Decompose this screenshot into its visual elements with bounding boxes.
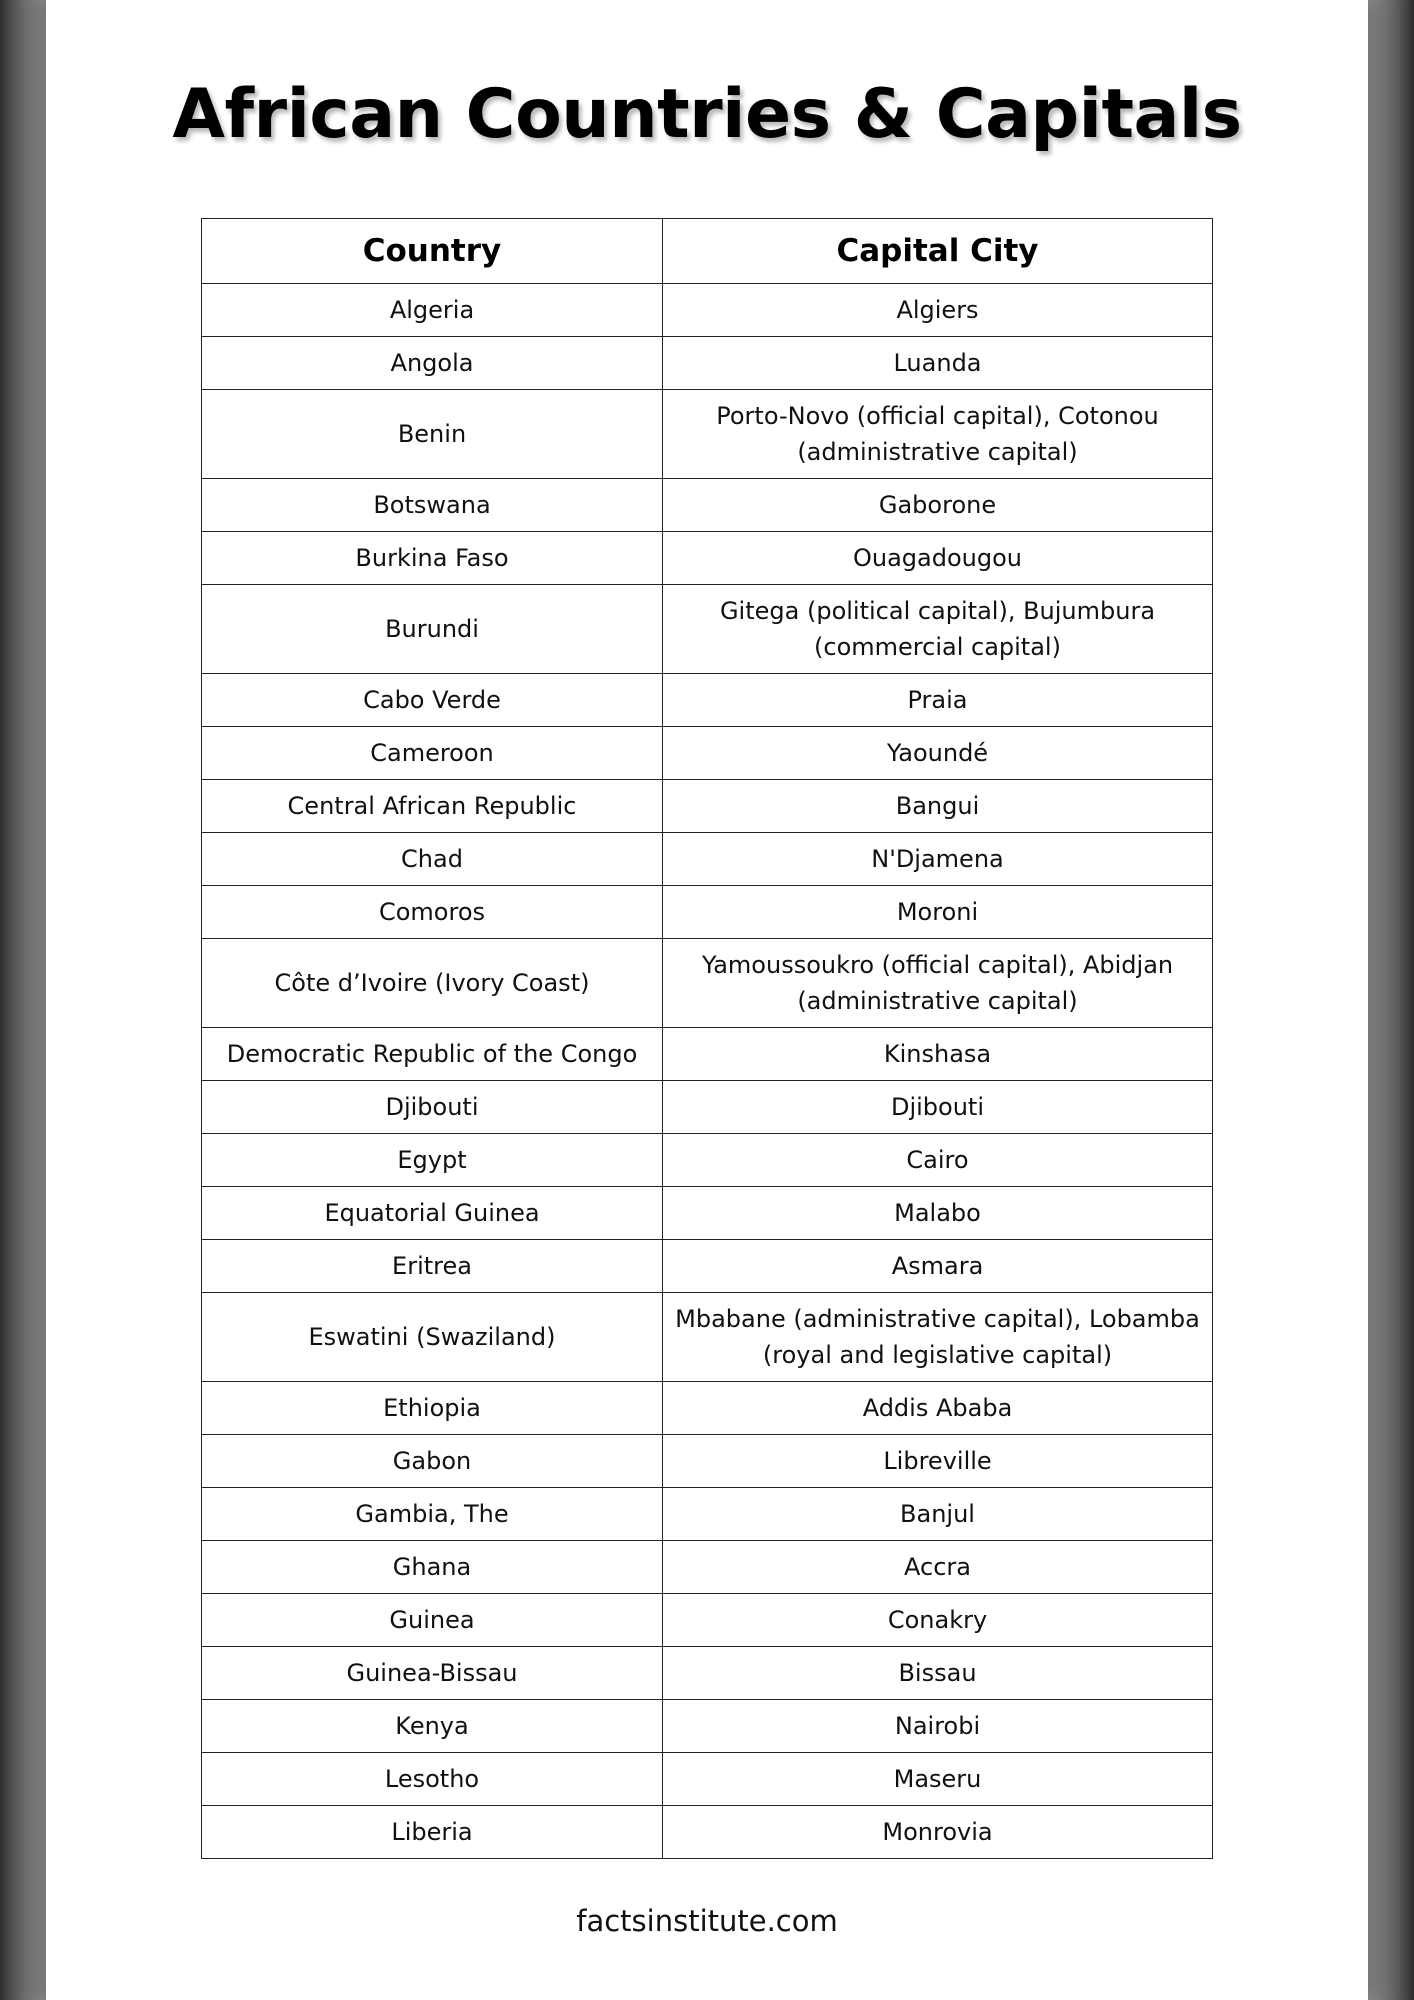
- capital-cell: Ouagadougou: [663, 532, 1213, 585]
- table-row: [202, 833, 1213, 886]
- table-row: [202, 780, 1213, 833]
- footer-website: factsinstitute.com: [576, 1904, 838, 1938]
- table-row: [202, 479, 1213, 532]
- capital-cell: Monrovia: [663, 1806, 1213, 1859]
- country-cell: Gambia, The: [202, 1488, 663, 1541]
- table-row: [202, 886, 1213, 939]
- country-cell: Ethiopia: [202, 1382, 663, 1435]
- capital-cell: [663, 390, 1213, 479]
- country-cell: Cameroon: [202, 727, 663, 780]
- capital-text: Porto-Novo (official capital), Cotonou (administrative capital): [716, 402, 1159, 466]
- capital-text: Yamoussoukro (official capital), Abidjan (administrative capital): [701, 951, 1174, 1015]
- country-cell: Guinea-Bissau: [202, 1647, 663, 1700]
- capital-cell: Gaborone: [663, 479, 1213, 532]
- table-row: [202, 585, 1213, 674]
- country-cell: Djibouti: [202, 1081, 663, 1134]
- capital-cell: Bangui: [663, 780, 1213, 833]
- column-header-country: Country: [202, 219, 663, 284]
- capital-cell: [663, 585, 1213, 674]
- country-cell: Botswana: [202, 479, 663, 532]
- country-cell: Lesotho: [202, 1753, 663, 1806]
- table-row: [202, 1134, 1213, 1187]
- table-row: [202, 1187, 1213, 1240]
- table-row: [202, 1488, 1213, 1541]
- table-row: [202, 1753, 1213, 1806]
- capital-cell: Moroni: [663, 886, 1213, 939]
- country-cell: Central African Republic: [202, 780, 663, 833]
- country-cell: Angola: [202, 337, 663, 390]
- table-row: [202, 1293, 1213, 1382]
- table-row: [202, 727, 1213, 780]
- document-sheet: [46, 0, 1368, 2000]
- country-cell: Guinea: [202, 1594, 663, 1647]
- country-cell: Liberia: [202, 1806, 663, 1859]
- table-row: [202, 1081, 1213, 1134]
- capital-cell: Luanda: [663, 337, 1213, 390]
- table-header-row: [202, 219, 1213, 284]
- country-cell: Benin: [202, 390, 663, 479]
- capital-cell: Algiers: [663, 284, 1213, 337]
- country-cell: Algeria: [202, 284, 663, 337]
- capital-cell: Djibouti: [663, 1081, 1213, 1134]
- table-row: [202, 1382, 1213, 1435]
- country-cell: Ghana: [202, 1541, 663, 1594]
- capital-cell: Bissau: [663, 1647, 1213, 1700]
- capital-cell: Conakry: [663, 1594, 1213, 1647]
- capital-cell: N'Djamena: [663, 833, 1213, 886]
- country-cell: Chad: [202, 833, 663, 886]
- capital-cell: Nairobi: [663, 1700, 1213, 1753]
- table-row: [202, 532, 1213, 585]
- capital-cell: Yaoundé: [663, 727, 1213, 780]
- capital-cell: [663, 939, 1213, 1028]
- country-cell: Eritrea: [202, 1240, 663, 1293]
- table-row: [202, 284, 1213, 337]
- table-row: [202, 1647, 1213, 1700]
- country-cell: Gabon: [202, 1435, 663, 1488]
- capital-text: Gitega (political capital), Bujumbura (commercial capital): [719, 597, 1156, 661]
- table-row: [202, 939, 1213, 1028]
- country-cell: Burundi: [202, 585, 663, 674]
- capital-cell: Cairo: [663, 1134, 1213, 1187]
- country-cell: Democratic Republic of the Congo: [202, 1028, 663, 1081]
- country-cell: Kenya: [202, 1700, 663, 1753]
- capital-cell: [663, 1293, 1213, 1382]
- country-cell: Egypt: [202, 1134, 663, 1187]
- table-row: [202, 337, 1213, 390]
- capital-cell: Accra: [663, 1541, 1213, 1594]
- table-row: [202, 1240, 1213, 1293]
- country-cell: Cabo Verde: [202, 674, 663, 727]
- capital-cell: Malabo: [663, 1187, 1213, 1240]
- capital-cell: Kinshasa: [663, 1028, 1213, 1081]
- table-row: [202, 1700, 1213, 1753]
- country-cell: Côte d’Ivoire (Ivory Coast): [202, 939, 663, 1028]
- capital-cell: Banjul: [663, 1488, 1213, 1541]
- capital-cell: Libreville: [663, 1435, 1213, 1488]
- country-cell: Burkina Faso: [202, 532, 663, 585]
- table-row: [202, 1541, 1213, 1594]
- column-header-capital: Capital City: [663, 219, 1213, 284]
- country-cell: Equatorial Guinea: [202, 1187, 663, 1240]
- country-cell: Comoros: [202, 886, 663, 939]
- table-row: [202, 1435, 1213, 1488]
- capital-cell: Praia: [663, 674, 1213, 727]
- page-title: African Countries & Capitals: [172, 75, 1242, 154]
- capitals-table: [201, 218, 1213, 1859]
- capital-text: Mbabane (administrative capital), Lobamba (royal and legislative capital): [675, 1305, 1200, 1369]
- table-row: [202, 674, 1213, 727]
- capital-cell: Asmara: [663, 1240, 1213, 1293]
- table-row: [202, 1028, 1213, 1081]
- table-row: [202, 1594, 1213, 1647]
- table-row: [202, 1806, 1213, 1859]
- table-row: [202, 390, 1213, 479]
- capital-cell: Maseru: [663, 1753, 1213, 1806]
- capital-cell: Addis Ababa: [663, 1382, 1213, 1435]
- country-cell: Eswatini (Swaziland): [202, 1293, 663, 1382]
